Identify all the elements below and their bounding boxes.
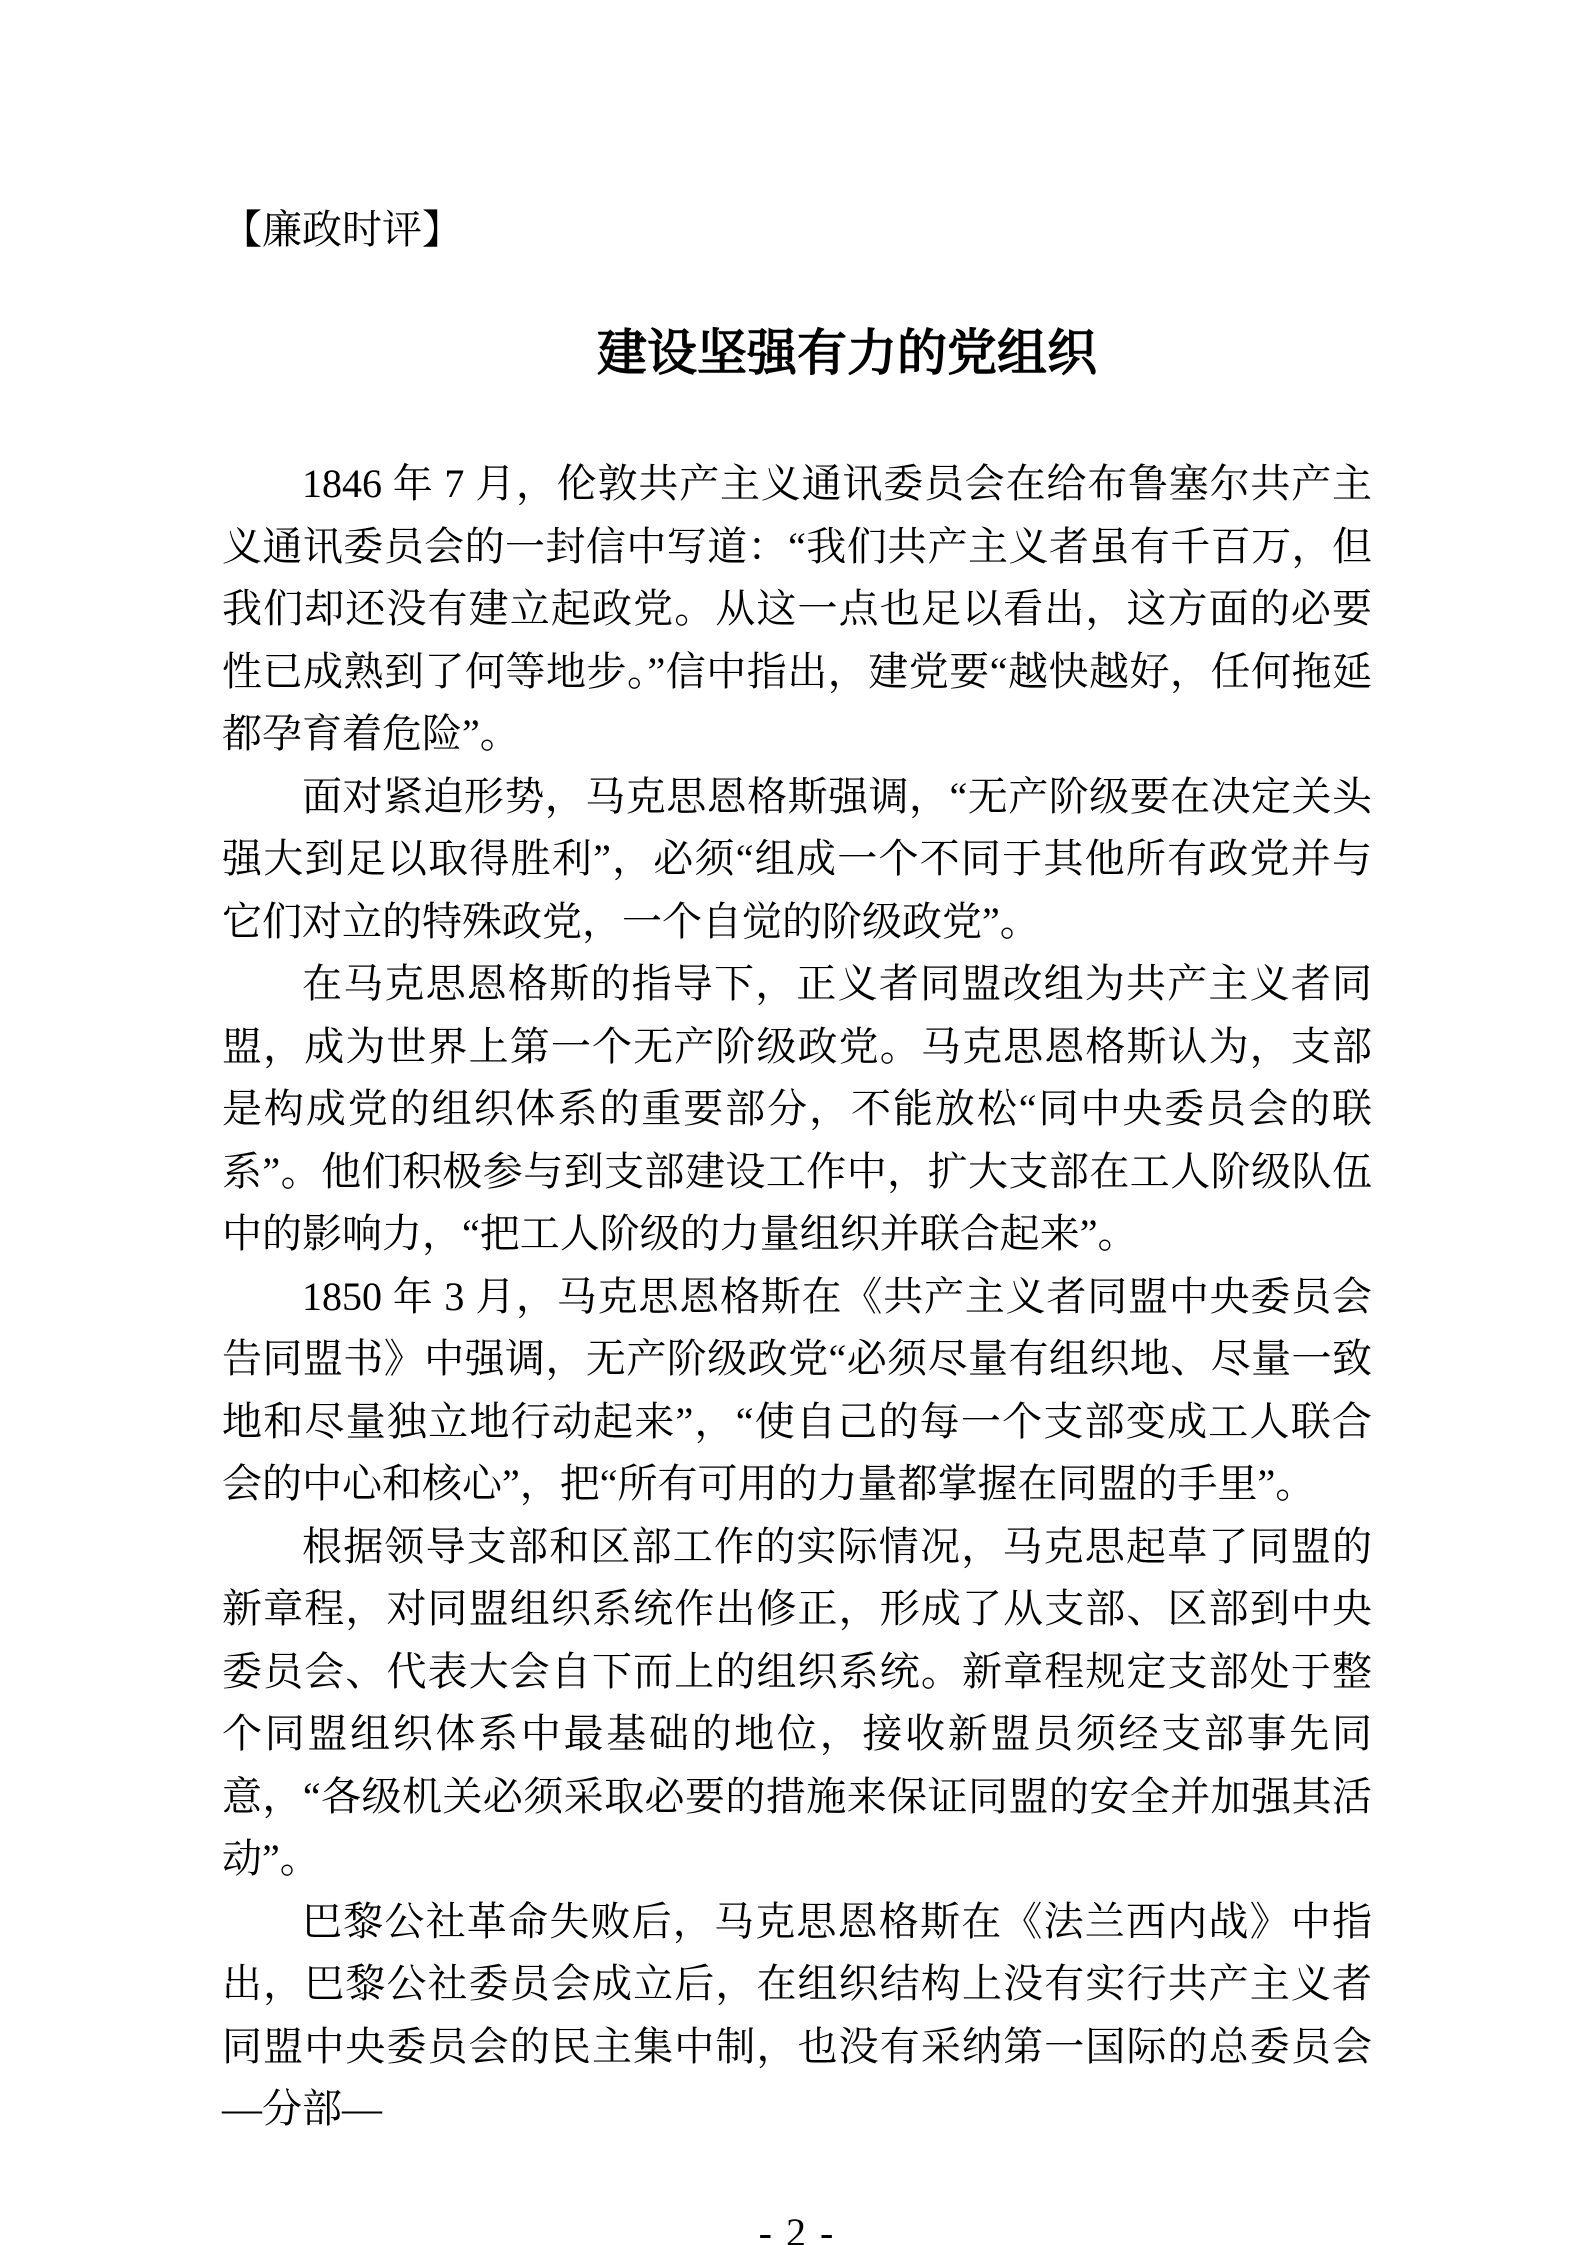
body-paragraph: 1850 年 3 月，马克思恩格斯在《共产主义者同盟中央委员会告同盟书》中强调，无产阶级政党“必须尽量有组织地、尽量一致地和尽量独立地行动起来”，“使自己的每一个支部变成工人联合会的中心和核心”，把“所有可用的力量都掌握在同盟的手里”。 [222, 1273, 1372, 1506]
article-body [222, 453, 1372, 2141]
body-paragraph: 面对紧迫形势，马克思恩格斯强调，“无产阶级要在决定关头强大到足以取得胜利”，必须“组成一个不同于其他所有政党并与它们对立的特殊政党，一个自觉的阶级政党”。 [222, 773, 1372, 944]
page-number: - 2 - [758, 2209, 836, 2245]
body-paragraph: 在马克思恩格斯的指导下，正义者同盟改组为共产主义者同盟，成为世界上第一个无产阶级政党。马克思恩格斯认为，支部是构成党的组织体系的重要部分，不能放松“同中央委员会的联系”。他们积极参与到支部建设工作中，扩大支部在工人阶级队伍中的影响力，“把工人阶级的力量组织并联合起来”。 [222, 961, 1372, 1256]
page-title: 建设坚强有力的党组织 [597, 325, 1097, 381]
body-paragraph: 1846 年 7 月，伦敦共产主义通讯委员会在给布鲁塞尔共产主义通讯委员会的一封信中写道：“我们共产主义者虽有千百万，但我们却还没有建立起政党。从这一点也足以看出，这方面的必要性已成熟到了何等地步。”信中指出，建党要“越快越好，任何拖延都孕育着危险”。 [222, 461, 1372, 756]
body-paragraph: 根据领导支部和区部工作的实际情况，马克思起草了同盟的新章程，对同盟组织系统作出修正，形成了从支部、区部到中央委员会、代表大会自下而上的组织系统。新章程规定支部处于整个同盟组织体系中最基础的地位，接收新盟员须经支部事先同意，“各级机关必须采取必要的措施来保证同盟的安全并加强其活动”。 [222, 1523, 1372, 1881]
section-header: 【廉政时评】 [222, 207, 462, 252]
body-paragraph: 巴黎公社革命失败后，马克思恩格斯在《法兰西内战》中指出，巴黎公社委员会成立后，在组织结构上没有实行共产主义者同盟中央委员会的民主集中制，也没有采纳第一国际的总委员会—分部— [222, 1898, 1372, 2131]
